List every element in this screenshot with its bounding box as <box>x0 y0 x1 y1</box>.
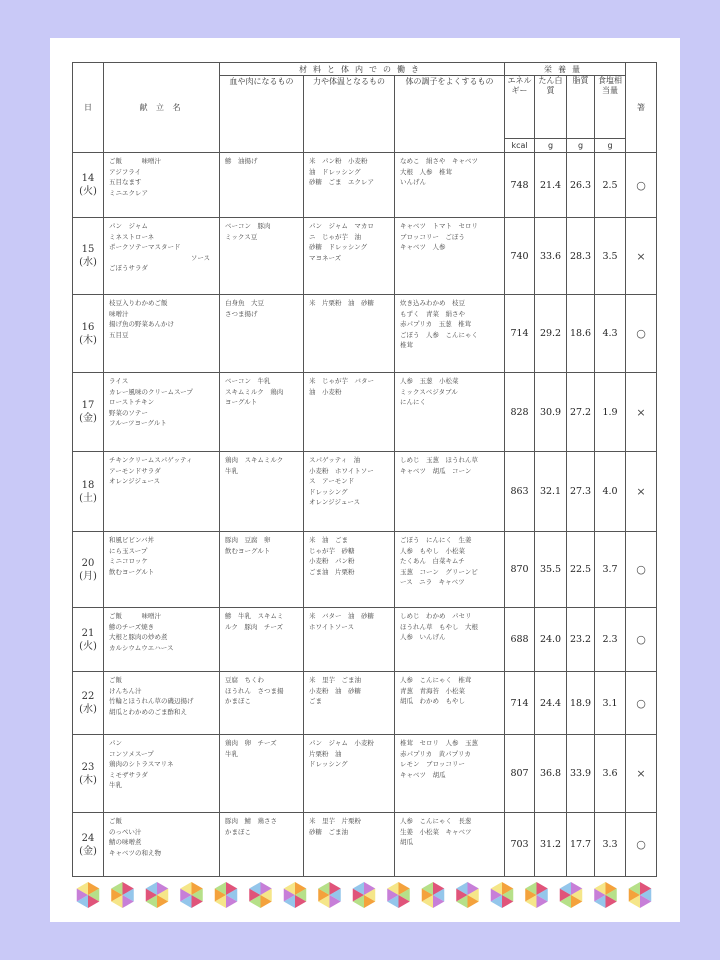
ingredient-line: かまぼこ <box>225 827 251 836</box>
menu-item: オレンジジュース <box>109 477 161 486</box>
ingredient-line: 青葱 青海苔 小松菜 <box>400 686 465 695</box>
ingredient-line: 炊き込みわかめ 枝豆 <box>400 299 465 307</box>
regulating-food-cell <box>395 532 505 608</box>
menu-item: 鯖の味噌煮 <box>109 838 142 847</box>
protein-header: たん白質 <box>535 76 567 139</box>
hexagon-icon <box>422 882 445 908</box>
blood-food-cell <box>220 532 304 608</box>
ingredient-line: 米 油 ごま <box>309 536 348 544</box>
menu-item: ソース <box>190 253 210 262</box>
day-number: 21 <box>81 627 95 639</box>
hexagon-icon <box>353 882 376 908</box>
protein-value: 31.2 <box>535 813 567 877</box>
ingredient-line: 胡瓜 わかめ もやし <box>400 697 465 706</box>
blood-food-cell <box>220 153 304 218</box>
ingredient-line: 砂糖 ごま油 <box>309 827 348 836</box>
mark-header: 箸 <box>626 63 657 153</box>
power-food-header: 力や体温となるもの <box>304 76 395 153</box>
menu-item: コンソメスープ <box>109 749 154 758</box>
energy-value: 714 <box>505 672 535 735</box>
ingredient-line: ごぼう 人参 こんにゃく <box>400 330 478 339</box>
hexagon-icon <box>387 882 410 908</box>
day-cell <box>73 735 104 813</box>
menu-item: 五目なます <box>109 178 142 187</box>
fat-value: 18.9 <box>567 672 595 735</box>
menu-items-cell <box>104 373 220 452</box>
day-of-week: (金) <box>79 413 97 424</box>
ingredient-line: 豆腐 ちくわ <box>225 676 264 684</box>
power-food-cell <box>304 452 395 532</box>
menu-item: ローストチキン <box>109 398 155 407</box>
day-number: 17 <box>81 400 95 411</box>
energy-value: 863 <box>505 452 535 532</box>
hexagon-decoration <box>72 880 662 910</box>
fat-header: 脂質 <box>567 76 595 139</box>
menu-item: 野菜のソテー <box>109 408 148 417</box>
power-food-cell <box>304 373 395 452</box>
chopsticks-mark: ○ <box>626 532 657 608</box>
hexagon-icon <box>146 882 169 908</box>
nutrition-group-header: 栄養量 <box>505 63 626 76</box>
ingredient-line: ベーコン 牛乳 <box>225 377 271 385</box>
menu-item: にら玉スープ <box>109 546 148 555</box>
hexagon-icon <box>491 882 514 908</box>
ingredient-line: 赤パプリカ 黄パプリカ <box>400 749 471 758</box>
ingredient-line: 人参 こんにゃく 椎茸 <box>400 676 472 684</box>
ingredient-line: 米 じゃが芋 バター <box>309 377 374 385</box>
menu-items-cell <box>104 295 220 373</box>
ingredient-line: 鶏肉 スキムミルク <box>225 456 284 464</box>
menu-item: チキンクリームスパゲッティ <box>109 456 193 464</box>
hexagon-icon <box>318 882 341 908</box>
blood-food-cell <box>220 735 304 813</box>
fat-value: 33.9 <box>567 735 595 813</box>
day-of-week: (水) <box>79 257 97 268</box>
fat-unit: g <box>567 139 595 153</box>
blood-food-cell <box>220 373 304 452</box>
ingredient-line: 飲むヨーグルト <box>225 546 271 555</box>
menu-item: キャベツの和え物 <box>109 848 161 857</box>
day-cell <box>73 608 104 672</box>
ingredient-line: キャベツ 胡瓜 コーン <box>400 466 472 475</box>
hexagon-icon <box>560 882 583 908</box>
hexagon-icon <box>456 882 479 908</box>
menu-items-cell <box>104 218 220 295</box>
ingredient-line: 胡瓜 <box>400 838 413 847</box>
menu-item: ミモザサラダ <box>109 770 148 779</box>
protein-value: 36.8 <box>535 735 567 813</box>
menu-item: けんちん汁 <box>109 686 142 695</box>
menu-item: ミニコロッケ <box>109 557 148 566</box>
day-number: 18 <box>81 479 95 491</box>
ingredient-line: 生姜 小松菜 キャベツ <box>400 827 472 836</box>
table-row <box>73 735 657 813</box>
menu-item: のっぺい汁 <box>109 827 142 836</box>
ingredient-line: 米 里芋 片栗粉 <box>309 817 361 825</box>
protein-value: 35.5 <box>535 532 567 608</box>
table-row <box>73 295 657 373</box>
menu-item: カルシウムウエハース <box>109 643 174 652</box>
ingredient-line: 油 ドレッシング <box>309 167 361 176</box>
ingredient-line: ほうれん草 もやし 大根 <box>400 622 478 631</box>
menu-item: アーモンドサラダ <box>109 466 161 475</box>
ingredient-line: パン ジャム 小麦粉 <box>309 739 374 747</box>
menu-item: 竹輪とほうれん草の磯辺揚げ <box>109 697 194 706</box>
chopsticks-mark: ○ <box>626 295 657 373</box>
menu-item: ライス <box>109 377 129 385</box>
ingredient-line: キャベツ 胡瓜 <box>400 770 446 779</box>
ingredient-line: さつま揚げ <box>225 309 258 318</box>
hexagon-icon <box>249 882 272 908</box>
ingredient-line: たくあん 白菜キムチ <box>400 557 465 566</box>
salt-value: 4.3 <box>595 295 626 373</box>
day-of-week: (火) <box>79 640 97 652</box>
power-food-cell <box>304 608 395 672</box>
table-row <box>73 608 657 672</box>
regulating-food-cell <box>395 373 505 452</box>
ingredient-line: ごま <box>309 697 322 706</box>
ingredient-line: 油 小麦粉 <box>309 387 342 396</box>
ingredient-line: ドレッシング <box>309 760 348 769</box>
salt-value: 1.9 <box>595 373 626 452</box>
blood-food-cell <box>220 218 304 295</box>
protein-value: 29.2 <box>535 295 567 373</box>
ingredient-line: 人参 こんにゃく 長葱 <box>400 817 472 825</box>
table-row <box>73 452 657 532</box>
ingredient-line: 米 片栗粉 油 砂糖 <box>309 299 374 307</box>
blood-food-cell <box>220 608 304 672</box>
day-of-week: (金) <box>79 845 97 857</box>
salt-value: 3.5 <box>595 218 626 295</box>
power-food-cell <box>304 295 395 373</box>
salt-value: 2.3 <box>595 608 626 672</box>
ingredient-line: レモン ブロッコリー <box>400 760 465 769</box>
hexagon-icon <box>77 882 100 908</box>
regulating-food-cell <box>395 218 505 295</box>
table-row <box>73 532 657 608</box>
school-lunch-menu-table <box>72 62 657 877</box>
ingredient-line: 人参 玉葱 小松菜 <box>400 377 459 385</box>
salt-unit: g <box>595 139 626 153</box>
day-of-week: (土) <box>79 492 97 504</box>
ingredient-line: ほうれん さつま揚 <box>225 686 284 695</box>
ingredient-line: 片栗粉 油 <box>309 749 342 758</box>
day-of-week: (水) <box>79 704 97 715</box>
energy-header: エネルギー <box>505 76 535 139</box>
menu-header: 献 立 名 <box>104 63 220 153</box>
salt-header: 食塩相当量 <box>595 76 626 139</box>
salt-value: 4.0 <box>595 452 626 532</box>
ingredient-line: ルク 豚肉 チーズ <box>225 622 284 631</box>
day-of-week: (木) <box>79 334 97 346</box>
ingredient-line: ホワイトソース <box>309 622 354 631</box>
hexagon-icon <box>594 882 617 908</box>
ingredient-line: 小麦粉 ホワイトソー <box>309 466 374 475</box>
ingredient-line: 小麦粉 パン粉 <box>309 557 355 566</box>
day-cell <box>73 295 104 373</box>
protein-unit: g <box>535 139 567 153</box>
ingredient-line: 砂糖 ごま エクレア <box>309 178 374 187</box>
menu-item: ご飯 <box>109 817 122 825</box>
ingredient-line: パン ジャム マカロ <box>309 222 374 230</box>
ingredient-line: 米 パン粉 小麦粉 <box>309 157 368 165</box>
ingredient-line: ドレッシング <box>309 487 348 496</box>
ingredient-line: 白身魚 大豆 <box>225 299 264 307</box>
menu-item: 和風ビビンバ丼 <box>109 536 155 544</box>
blood-food-header: 血や肉になるもの <box>220 76 304 153</box>
hexagon-icon <box>111 882 134 908</box>
regulating-food-cell <box>395 295 505 373</box>
menu-items-cell <box>104 452 220 532</box>
ingredient-line: 鯵 油揚げ <box>225 157 258 165</box>
ingredient-line: 大根 人参 椎茸 <box>400 167 452 176</box>
table-row <box>73 153 657 218</box>
menu-item: パン ジャム <box>109 222 148 230</box>
table-row <box>73 373 657 452</box>
ingredient-line: 牛乳 <box>225 466 238 475</box>
ingredient-line: ミックスベジタブル <box>400 387 458 396</box>
power-food-cell <box>304 813 395 877</box>
table-row <box>73 672 657 735</box>
ingredients-group-header: 材料と体内での働き <box>220 63 505 76</box>
ingredient-line: キャベツ トマト セロリ <box>400 222 478 230</box>
regulating-food-cell <box>395 672 505 735</box>
menu-item: ご飯 味噌汁 <box>109 157 161 165</box>
menu-item: フルーツヨーグルト <box>109 419 167 428</box>
energy-value: 688 <box>505 608 535 672</box>
menu-item: アジフライ <box>109 167 142 176</box>
menu-sheet <box>50 38 680 922</box>
ingredient-line: ニ じゃが芋 油 <box>309 232 361 241</box>
ingredient-line: しめじ わかめ パセリ <box>400 612 472 620</box>
fat-value: 26.3 <box>567 153 595 218</box>
menu-item: ミニエクレア <box>109 188 148 197</box>
salt-value: 3.3 <box>595 813 626 877</box>
energy-value: 870 <box>505 532 535 608</box>
menu-body <box>73 153 657 877</box>
chopsticks-mark: ○ <box>626 672 657 735</box>
blood-food-cell <box>220 295 304 373</box>
day-number: 16 <box>81 321 95 333</box>
regulating-food-cell <box>395 153 505 218</box>
menu-item: 味噌汁 <box>109 309 129 318</box>
day-cell <box>73 813 104 877</box>
ingredient-line: 豚肉 鯖 鶏ささ <box>225 817 277 825</box>
day-header: 日 <box>73 63 104 153</box>
ingredient-line: ミックス豆 <box>225 232 258 241</box>
ingredient-line: ース ニラ キャベツ <box>400 578 465 587</box>
menu-item: ご飯 <box>109 676 122 684</box>
regulating-food-cell <box>395 735 505 813</box>
ingredient-line: オレンジジュース <box>309 498 361 507</box>
day-of-week: (火) <box>79 186 97 197</box>
ingredient-line: 椎茸 <box>400 341 413 350</box>
ingredient-line: 砂糖 ドレッシング <box>309 243 368 252</box>
menu-item: 枝豆入りわかめご飯 <box>109 299 168 307</box>
fat-value: 23.2 <box>567 608 595 672</box>
menu-item: 大根と豚肉の炒め煮 <box>109 633 168 642</box>
ingredient-line: じゃが芋 砂糖 <box>309 546 355 555</box>
salt-value: 3.6 <box>595 735 626 813</box>
menu-items-cell <box>104 153 220 218</box>
menu-item: 五目豆 <box>109 330 129 339</box>
ingredient-line: にんにく <box>400 398 426 407</box>
power-food-cell <box>304 672 395 735</box>
chopsticks-mark: × <box>626 218 657 295</box>
protein-value: 33.6 <box>535 218 567 295</box>
ingredient-line: 人参 もやし 小松菜 <box>400 546 465 555</box>
energy-value: 714 <box>505 295 535 373</box>
energy-unit: kcal <box>505 139 535 153</box>
ingredient-line: 米 里芋 ごま油 <box>309 676 361 684</box>
menu-item: カレー風味のクリームスープ <box>109 387 193 396</box>
ingredient-line: 鶏肉 卵 チーズ <box>225 739 277 747</box>
power-food-cell <box>304 218 395 295</box>
salt-value: 3.1 <box>595 672 626 735</box>
chopsticks-mark: × <box>626 735 657 813</box>
ingredient-line: ベーコン 豚肉 <box>225 222 271 230</box>
ingredient-line: ごま油 片栗粉 <box>309 567 355 576</box>
menu-item: 飲むヨーグルト <box>109 567 155 576</box>
menu-items-cell <box>104 532 220 608</box>
ingredient-line: いんげん <box>400 178 426 187</box>
ingredient-line: キャベツ 人参 <box>400 243 446 252</box>
day-of-week: (月) <box>79 570 97 582</box>
menu-item: ポークソテーマスタード <box>109 243 181 252</box>
ingredient-line: ス アーモンド <box>309 477 355 486</box>
ingredient-line: 玉葱 コーン グリーンピ <box>400 567 478 576</box>
ingredient-line: なめこ 絹さや キャベツ <box>400 157 478 165</box>
chopsticks-mark: × <box>626 373 657 452</box>
day-of-week: (木) <box>79 774 97 786</box>
ingredient-line: ブロッコリー ごぼう <box>400 232 465 241</box>
chopsticks-mark: ○ <box>626 813 657 877</box>
hexagon-icon <box>215 882 238 908</box>
hexagon-icon <box>525 882 548 908</box>
ingredient-line: 椎茸 セロリ 人参 玉葱 <box>400 739 478 747</box>
power-food-cell <box>304 735 395 813</box>
ingredient-line: スキムミルク 鶏肉 <box>225 387 284 396</box>
day-cell <box>73 153 104 218</box>
salt-value: 3.7 <box>595 532 626 608</box>
protein-value: 24.4 <box>535 672 567 735</box>
ingredient-line: 牛乳 <box>225 749 238 758</box>
table-row <box>73 813 657 877</box>
energy-value: 740 <box>505 218 535 295</box>
hexagon-icon <box>180 882 203 908</box>
ingredient-line: もずく 青菜 絹さや <box>400 309 465 318</box>
menu-item: 胡瓜とわかめのごま酢和え <box>109 707 187 716</box>
table-row <box>73 218 657 295</box>
menu-item: ご飯 味噌汁 <box>109 612 161 620</box>
ingredient-line: スパゲッティ 油 <box>309 456 361 464</box>
energy-value: 703 <box>505 813 535 877</box>
menu-items-cell <box>104 813 220 877</box>
day-cell <box>73 532 104 608</box>
ingredient-line: 鯵 牛乳 スキムミ <box>225 612 284 620</box>
menu-items-cell <box>104 672 220 735</box>
day-number: 23 <box>81 761 95 773</box>
protein-value: 24.0 <box>535 608 567 672</box>
menu-item: ミネストローネ <box>109 232 155 241</box>
hexagon-icon <box>629 882 652 908</box>
day-cell <box>73 452 104 532</box>
menu-item: 牛乳 <box>109 781 122 790</box>
blood-food-cell <box>220 813 304 877</box>
fat-value: 28.3 <box>567 218 595 295</box>
ingredient-line: 小麦粉 油 砂糖 <box>309 686 361 695</box>
salt-value: 2.5 <box>595 153 626 218</box>
menu-item: 鶏肉のシトラスマリネ <box>109 760 174 769</box>
ingredient-line: 豚肉 豆腐 卵 <box>225 536 271 544</box>
menu-item: 鯵のチーズ焼き <box>109 622 155 631</box>
power-food-cell <box>304 153 395 218</box>
day-cell <box>73 373 104 452</box>
ingredient-line: マヨネーズ <box>309 253 342 262</box>
regulating-food-cell <box>395 452 505 532</box>
day-number: 20 <box>81 557 95 569</box>
blood-food-cell <box>220 672 304 735</box>
fat-value: 17.7 <box>567 813 595 877</box>
ingredient-line: 米 バター 油 砂糖 <box>309 612 374 620</box>
fat-value: 27.3 <box>567 452 595 532</box>
hexagon-border-svg <box>72 880 662 910</box>
menu-item: 揚げ魚の野菜あんかけ <box>109 320 174 329</box>
menu-items-cell <box>104 735 220 813</box>
menu-item: パン <box>109 739 122 747</box>
chopsticks-mark: × <box>626 452 657 532</box>
energy-value: 807 <box>505 735 535 813</box>
ingredient-line: ごぼう にんにく 生姜 <box>400 536 472 544</box>
menu-item: ごぼうサラダ <box>109 264 148 273</box>
chopsticks-mark: ○ <box>626 608 657 672</box>
regulating-food-header: 体の調子をよくするもの <box>395 76 505 153</box>
day-cell <box>73 672 104 735</box>
hexagon-icon <box>284 882 307 908</box>
ingredient-line: ヨーグルト <box>225 398 258 407</box>
day-number: 24 <box>81 832 95 844</box>
fat-value: 27.2 <box>567 373 595 452</box>
power-food-cell <box>304 532 395 608</box>
chopsticks-mark: ○ <box>626 153 657 218</box>
fat-value: 22.5 <box>567 532 595 608</box>
menu-items-cell <box>104 608 220 672</box>
protein-value: 32.1 <box>535 452 567 532</box>
regulating-food-cell <box>395 608 505 672</box>
ingredient-line: 人参 いんげん <box>400 633 446 642</box>
day-number: 15 <box>81 244 95 255</box>
ingredient-line: しめじ 玉葱 ほうれん草 <box>400 456 478 464</box>
day-number: 14 <box>81 173 95 184</box>
energy-value: 828 <box>505 373 535 452</box>
day-number: 22 <box>81 691 95 702</box>
protein-value: 21.4 <box>535 153 567 218</box>
day-cell <box>73 218 104 295</box>
blood-food-cell <box>220 452 304 532</box>
protein-value: 30.9 <box>535 373 567 452</box>
fat-value: 18.6 <box>567 295 595 373</box>
energy-value: 748 <box>505 153 535 218</box>
ingredient-line: 赤パプリカ 玉葱 椎茸 <box>400 320 472 329</box>
ingredient-line: かまぼこ <box>225 697 251 706</box>
regulating-food-cell <box>395 813 505 877</box>
